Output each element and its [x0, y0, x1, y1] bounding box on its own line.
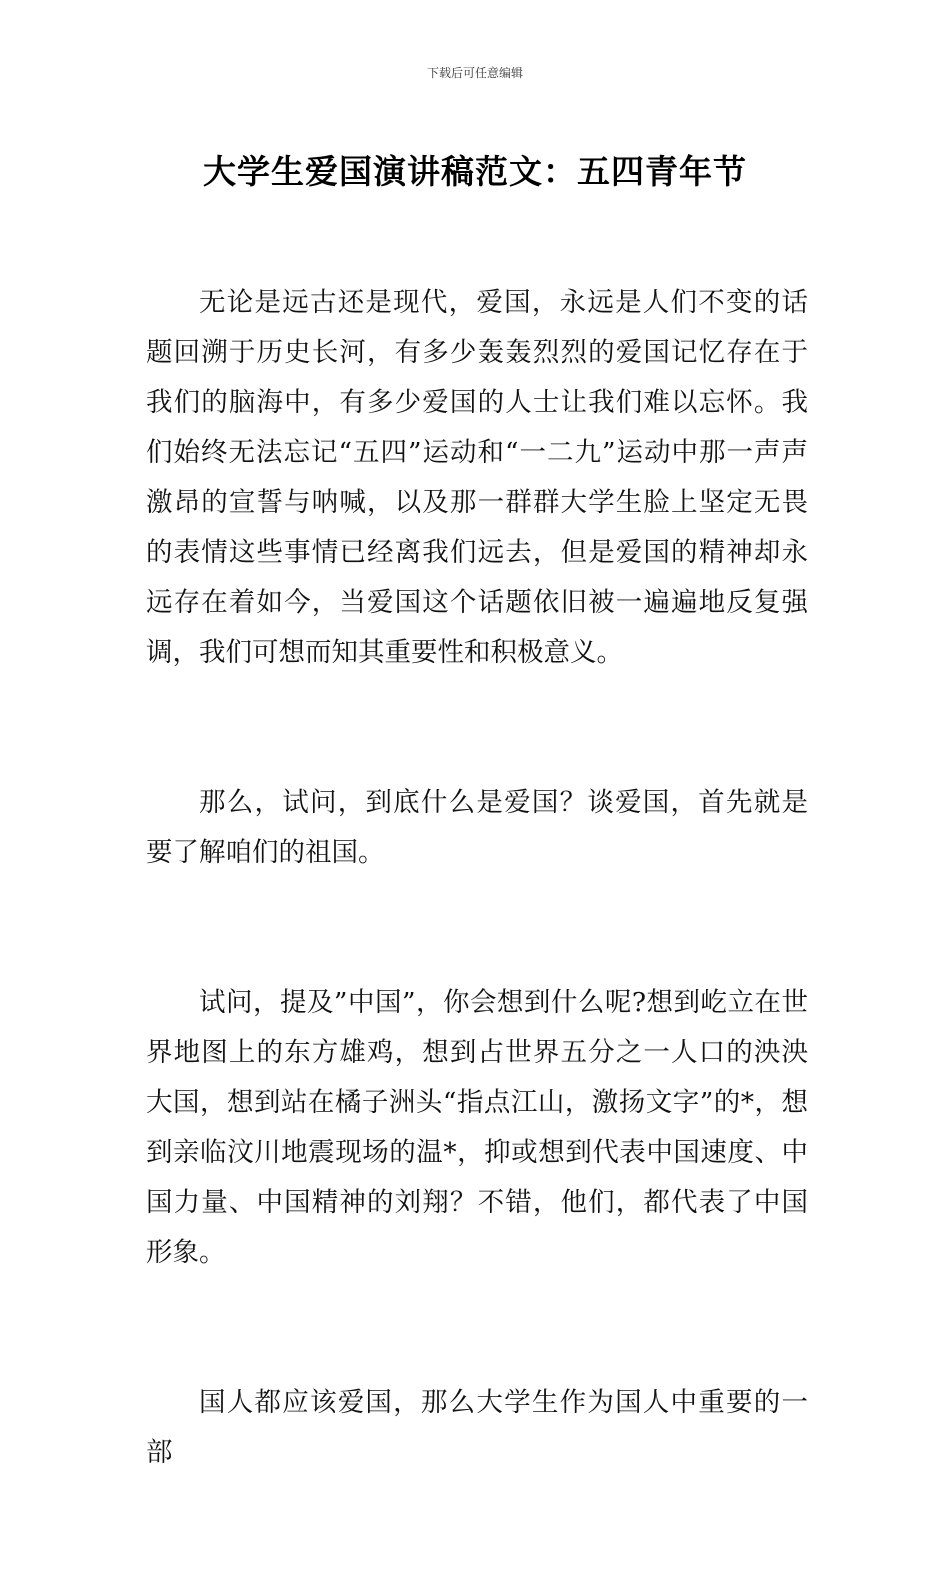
document-title: 大学生爱国演讲稿范文：五四青年节	[203, 152, 747, 192]
paragraph-3: 试问，提及”中国”，你会想到什么呢?想到屹立在世界地图上的东方雄鸡，想到占世界五分之一人口的泱泱大国，想到站在橘子洲头“指点江山，激扬文字”的*，想到亲临汶川地震现场的温*，抑或想到代表中国速度、中国力量、中国精神的刘翔？不错，他们，都代表了中国形象。	[146, 987, 808, 1268]
paragraph-2: 那么，试问，到底什么是爱国？谈爱国，首先就是要了解咱们的祖国。	[146, 787, 808, 868]
paragraph-4: 国人都应该爱国，那么大学生作为国人中重要的一部	[146, 1387, 808, 1468]
header-note: 下载后可任意编辑	[426, 66, 523, 80]
paragraph-1: 无论是远古还是现代，爱国，永远是人们不变的话题回溯于历史长河，有多少轰轰烈烈的爱国记忆存在于我们的脑海中，有多少爱国的人士让我们难以忘怀。我们始终无法忘记“五四”运动和“一二九”运动中那一声声激昂的宣誓与呐喊，以及那一群群大学生脸上坚定无畏的表情这些事情已经离我们远去，但是爱国的精神却永远存在着如今，当爱国这个话题依旧被一遍遍地反复强调，我们可想而知其重要性和积极意义。	[146, 287, 808, 668]
document-body	[146, 278, 808, 1578]
